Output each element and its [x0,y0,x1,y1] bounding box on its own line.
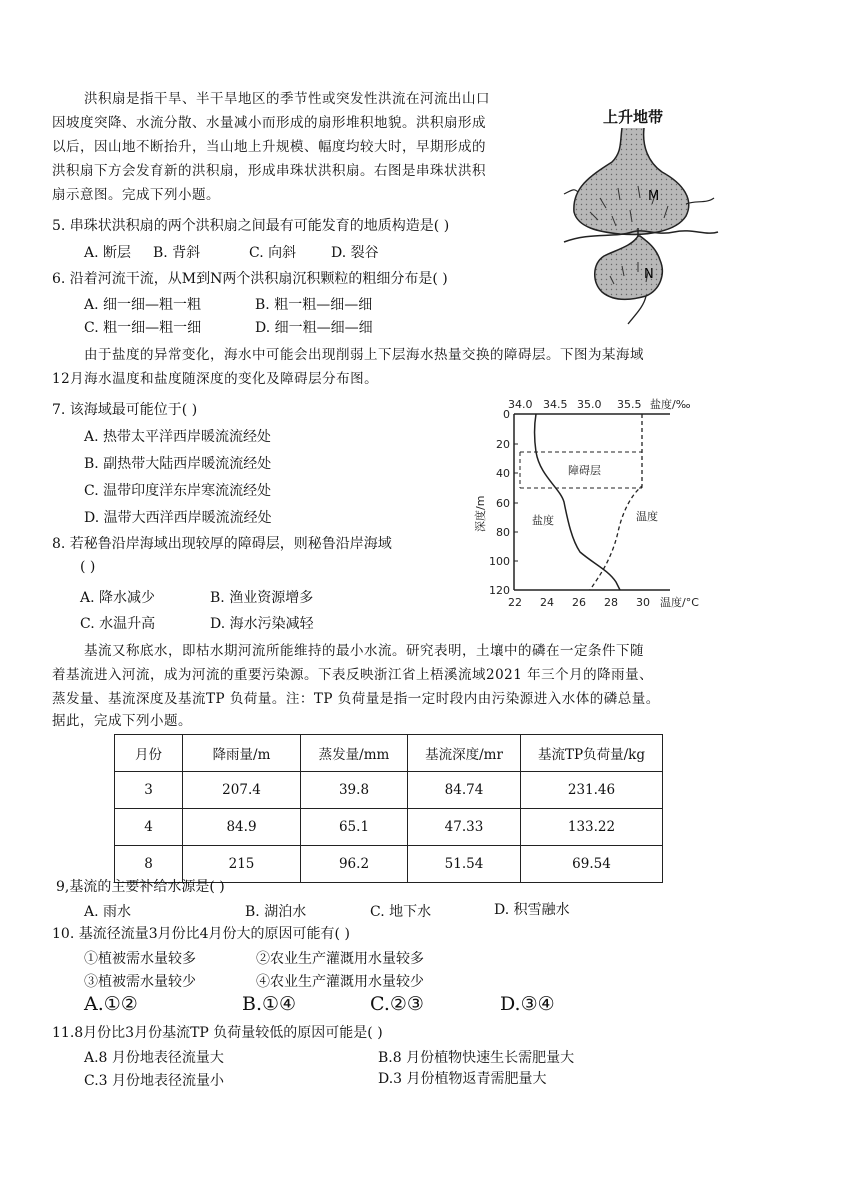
table-header: 降雨量/m [183,735,301,772]
fan-m-label: M [648,189,660,204]
fan-para-line: 洪积扇是指干旱、半干旱地区的季节性或突发性洪流在河流出山口 [84,91,490,107]
q10-statement: ③植被需水量较少 [84,974,196,990]
q10-option[interactable]: A.①② [84,993,138,1015]
q9-option[interactable]: A. 雨水 [84,904,132,920]
table-cell: 8 [115,846,183,883]
q9-option[interactable]: B. 湖泊水 [245,904,307,920]
temp-tick: 26 [572,596,586,609]
depth-tick: 60 [496,497,510,510]
salinity-curve-label: 盐度 [532,514,554,527]
table-cell: 51.54 [408,846,521,883]
question-6: 6. 沿着河流干流，从M到N两个洪积扇沉积颗粒的粗细分布是( ) [52,271,448,287]
ocean-para-line: 由于盐度的异常变化，海水中可能会出现削弱上下层海水热量交换的障碍层。下图为某海域 [84,347,644,363]
q8-option[interactable]: D. 海水污染减轻 [210,616,314,632]
q6-option[interactable]: A. 细一细—粗一粗 [84,297,202,313]
table-cell: 4 [115,809,183,846]
salinity-tick: 35.5 [617,398,642,411]
q9-option[interactable]: C. 地下水 [370,904,432,920]
table-cell: 231.46 [521,772,663,809]
q11-option[interactable]: D.3 月份植物返青需肥量大 [378,1071,547,1087]
table-cell: 69.54 [521,846,663,883]
fan-para-line: 以后，因山地不断抬升，当山地上升规模、幅度均较大时，早期形成的 [52,139,486,155]
temp-unit: 温度/°C [660,596,699,609]
q6-option[interactable]: C. 粗一细—粗一细 [84,320,202,336]
q11-option[interactable]: A.8 月份地表径流量大 [84,1050,224,1066]
barrier-layer-label: 障碍层 [568,464,601,477]
table-header: 蒸发量/mm [301,735,408,772]
table-cell: 96.2 [301,846,408,883]
depth-tick: 40 [496,467,510,480]
baseflow-para-line: 据此，完成下列小题。 [52,713,192,729]
q10-option[interactable]: D.③④ [500,993,555,1015]
temp-tick: 22 [508,596,522,609]
alluvial-fan-diagram [560,128,720,328]
temp-tick: 24 [540,596,554,609]
q10-statement: ④农业生产灌溉用水量较少 [256,974,424,990]
temperature-curve [590,414,642,590]
table-cell: 3 [115,772,183,809]
table-header: 基流深度/mr [408,735,521,772]
q10-option[interactable]: C.②③ [370,993,424,1015]
q10-statement: ①植被需水量较多 [84,951,196,967]
question-8-bracket: ( ) [80,559,96,575]
q10-statement: ②农业生产灌溉用水量较多 [256,951,424,967]
fan-figure-title: 上升地带 [603,108,664,126]
ocean-para-line: 12月海水温度和盐度随深度的变化及障碍层分布图。 [52,371,379,387]
q7-option[interactable]: C. 温带印度洋东岸寒流流经处 [84,483,272,499]
q8-option[interactable]: C. 水温升高 [80,616,156,632]
table-row [115,772,663,809]
baseflow-para-line: 基流又称底水，即枯水期河流所能维持的最小水流。研究表明，土壤中的磷在一定条件下随 [84,643,644,659]
depth-tick: 120 [489,584,510,597]
fan-para-line: 因坡度突降、水流分散、水量减小而形成的扇形堆积地貌。洪积扇形成 [52,115,486,131]
fan-n-label: N [644,267,654,282]
depth-tick: 0 [503,408,510,421]
baseflow-table [114,734,663,883]
q7-option[interactable]: B. 副热带大陆西岸暖流流经处 [84,456,272,472]
q11-option[interactable]: C.3 月份地表径流量小 [84,1073,225,1089]
table-cell: 84.74 [408,772,521,809]
temp-tick: 28 [604,596,618,609]
temperature-curve-label: 温度 [636,510,658,523]
depth-tick: 20 [496,438,510,451]
table-header-row [115,735,663,772]
question-11: 11.8月份比3月份基流TP 负荷量较低的原因可能是( ) [52,1025,383,1041]
salinity-tick: 35.0 [577,398,602,411]
salinity-tick: 34.0 [508,398,533,411]
baseflow-para-line: 蒸发量、基流深度及基流TP 负荷量。注：TP 负荷量是指一定时段内由污染源进入水体的磷总量。 [52,691,660,707]
question-8: 8. 若秘鲁沿岸海域出现较厚的障碍层，则秘鲁沿岸海域 [52,536,392,552]
question-5: 5. 串珠状洪积扇的两个洪积扇之间最有可能发育的地质构造是( ) [52,218,450,234]
depth-axis-label: 深度/m [474,495,487,532]
table-cell: 215 [183,846,301,883]
q5-option[interactable]: C. 向斜 [249,245,297,261]
q10-option[interactable]: B.①④ [242,993,297,1015]
q7-option[interactable]: D. 温带大西洋西岸暖流流经处 [84,510,272,526]
depth-tick: 80 [496,526,510,539]
table-cell: 84.9 [183,809,301,846]
q6-option[interactable]: B. 粗一粗—细—细 [255,297,373,313]
question-7: 7. 该海域最可能位于( ) [52,402,198,418]
table-cell: 207.4 [183,772,301,809]
fan-para-line: 扇示意图。完成下列小题。 [52,187,220,203]
q8-option[interactable]: B. 渔业资源增多 [210,590,314,606]
q9-option[interactable]: D. 积雪融水 [494,902,570,918]
q5-option[interactable]: A. 断层 [84,245,132,261]
temp-tick: 30 [636,596,650,609]
fan-para-line: 洪积扇下方会发育新的洪积扇，形成串珠状洪积扇。右图是串珠状洪积 [52,163,486,179]
table-cell: 133.22 [521,809,663,846]
q6-option[interactable]: D. 细一粗—细—细 [255,320,373,336]
depth-tick: 100 [489,555,510,568]
q11-option[interactable]: B.8 月份植物快速生长需肥量大 [378,1050,575,1066]
table-header: 月份 [115,735,183,772]
table-cell: 39.8 [301,772,408,809]
baseflow-para-line: 着基流进入河流，成为河流的重要污染源。下表反映浙江省上梧溪流域2021 年三个月的降雨量、 [52,667,654,683]
table-cell: 65.1 [301,809,408,846]
table-row [115,809,663,846]
q7-option[interactable]: A. 热带太平洋西岸暖流流经处 [84,429,272,445]
salinity-tick: 34.5 [543,398,568,411]
salinity-curve [535,414,621,590]
table-cell: 47.33 [408,809,521,846]
question-9: 9,基流的主要补给水源是( ) [56,879,225,895]
salinity-unit: 盐度/‰ [650,398,691,411]
q8-option[interactable]: A. 降水减少 [80,590,156,606]
q5-option[interactable]: D. 裂谷 [331,245,379,261]
table-header: 基流TP负荷量/kg [521,735,663,772]
q5-option[interactable]: B. 背斜 [153,245,201,261]
barrier-layer-chart [470,392,720,614]
question-10: 10. 基流径流量3月份比4月份大的原因可能有( ) [52,926,350,942]
